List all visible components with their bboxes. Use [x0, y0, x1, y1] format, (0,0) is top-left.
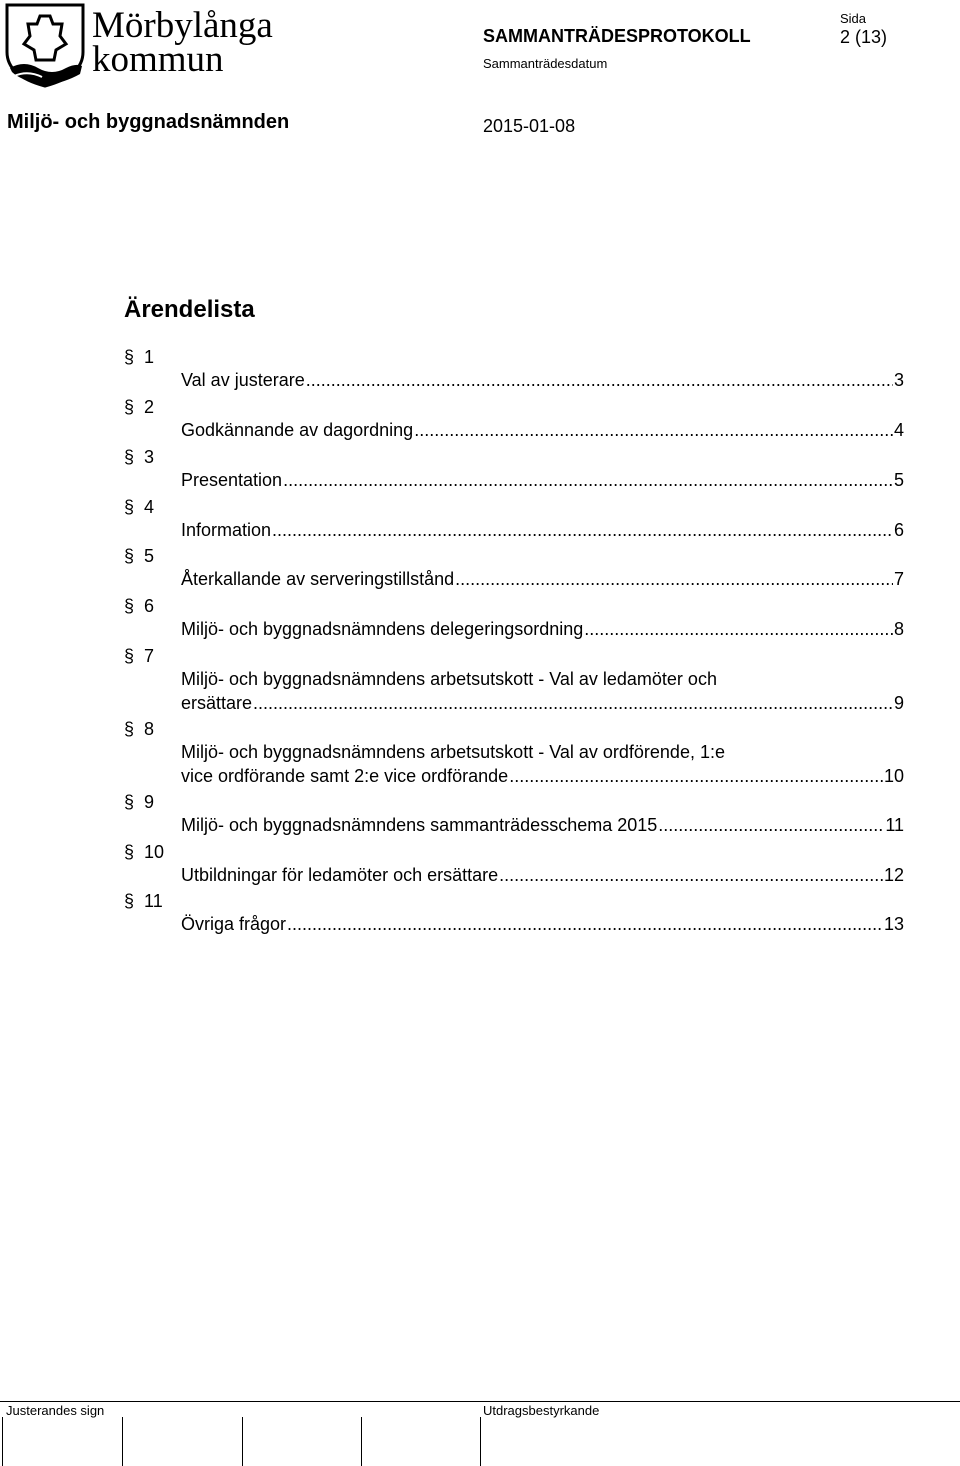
agenda-item[interactable]: [181, 518, 904, 542]
agenda-item-title: Miljö- och byggnadsnämndens delegeringsordning: [181, 619, 584, 639]
dot-leader: [272, 518, 893, 542]
dot-leader: [287, 912, 883, 936]
signature-box-divider: [122, 1417, 123, 1466]
section-number: [124, 891, 163, 912]
dot-leader: [253, 691, 893, 715]
section-number-text: 11: [144, 891, 163, 911]
section-number: [124, 546, 154, 567]
agenda-item-page: 9: [893, 693, 904, 713]
page-label: Sida: [840, 11, 867, 26]
section-number: [124, 397, 154, 418]
paragraph-sign: §: [124, 397, 135, 417]
dot-leader: [455, 567, 893, 591]
paragraph-sign: §: [124, 447, 135, 467]
paragraph-sign: §: [124, 497, 135, 517]
section-number-text: 8: [144, 719, 155, 739]
committee-name: Miljö- och byggnadsnämnden: [7, 111, 290, 133]
agenda-item-page: 12: [883, 865, 904, 885]
agenda-item-title-line: Miljö- och byggnadsnämndens arbetsutskott - Val av ordförende, 1:e: [181, 742, 725, 762]
document-type: SAMMANTRÄDESPROTOKOLL: [483, 26, 751, 46]
meeting-date-label: Sammanträdesdatum: [483, 56, 608, 71]
agenda-item[interactable]: [181, 863, 904, 887]
agenda-item-title: Presentation: [181, 470, 283, 490]
section-number: [124, 792, 154, 813]
dot-leader: [658, 813, 884, 837]
extract-certification-label: Utdragsbestyrkande: [483, 1403, 600, 1418]
agenda-item-title: Utbildningar för ledamöter och ersättare: [181, 865, 499, 885]
dot-leader: [584, 617, 893, 641]
signature-box-divider: [242, 1417, 243, 1466]
agenda-item[interactable]: [181, 418, 904, 442]
agenda-item-page: 5: [893, 470, 904, 490]
paragraph-sign: §: [124, 546, 135, 566]
agenda-item-page: 13: [883, 914, 904, 934]
agenda-item[interactable]: [181, 667, 904, 715]
paragraph-sign: §: [124, 891, 135, 911]
dot-leader: [283, 468, 893, 492]
agenda-item-title: Godkännande av dagordning: [181, 420, 414, 440]
dot-leader: [414, 418, 893, 442]
agenda-item-page: 4: [893, 420, 904, 440]
paragraph-sign: §: [124, 646, 135, 666]
municipality-logo: [4, 2, 284, 90]
signature-box-divider: [480, 1417, 481, 1466]
agenda-item-title: Val av justerare: [181, 370, 305, 390]
agenda-item-title: Information: [181, 520, 272, 540]
agenda-item-title: Återkallande av serveringstillstånd: [181, 569, 455, 589]
section-number-text: 1: [144, 347, 155, 367]
page-number: 2 (13): [840, 27, 888, 47]
agenda-item[interactable]: [181, 468, 904, 492]
agenda-item-title: vice ordförande samt 2:e vice ordförande: [181, 766, 509, 786]
agenda-item-page: 3: [893, 370, 904, 390]
section-number: [124, 596, 154, 617]
signature-box-divider: [2, 1417, 3, 1466]
section-number-text: 7: [144, 646, 155, 666]
dot-leader: [306, 368, 893, 392]
section-number-text: 9: [144, 792, 155, 812]
section-number-text: 4: [144, 497, 155, 517]
agenda-item-title-line: Miljö- och byggnadsnämndens arbetsutskott - Val av ledamöter och: [181, 669, 717, 689]
section-number-text: 10: [144, 842, 165, 862]
section-number: [124, 646, 154, 667]
logo-wordmark-line2: kommun: [92, 39, 224, 80]
agenda-item-title: ersättare: [181, 693, 253, 713]
meeting-date: 2015-01-08: [483, 116, 576, 136]
agenda-item-page: 7: [893, 569, 904, 589]
section-number: [124, 719, 154, 740]
section-number-text: 5: [144, 546, 155, 566]
agenda-item-page: 6: [893, 520, 904, 540]
agenda-item-page: 11: [885, 815, 904, 835]
section-number: [124, 347, 154, 368]
agenda-item[interactable]: [181, 617, 904, 641]
section-number: [124, 447, 154, 468]
footer-divider: [0, 1401, 960, 1402]
logo-wordmark-line1: Mörbylånga: [92, 5, 273, 46]
section-number-text: 6: [144, 596, 155, 616]
agenda-item-page: 10: [883, 766, 904, 786]
section-number-text: 3: [144, 447, 155, 467]
paragraph-sign: §: [124, 842, 135, 862]
agenda-item-page: 8: [893, 619, 904, 639]
agenda-item[interactable]: [181, 740, 904, 788]
dot-leader: [499, 863, 883, 887]
paragraph-sign: §: [124, 347, 135, 367]
agenda-item[interactable]: [181, 912, 904, 936]
paragraph-sign: §: [124, 792, 135, 812]
paragraph-sign: §: [124, 596, 135, 616]
agenda-item[interactable]: [181, 813, 904, 837]
dot-leader: [509, 764, 883, 788]
section-number-text: 2: [144, 397, 155, 417]
signature-label: Justerandes sign: [6, 1403, 105, 1418]
paragraph-sign: §: [124, 719, 135, 739]
agenda-item-title: Övriga frågor: [181, 914, 287, 934]
coat-of-arms-icon: [4, 2, 88, 88]
page-title: Ärendelista: [124, 296, 255, 323]
signature-box-divider: [361, 1417, 362, 1466]
agenda-item-title: Miljö- och byggnadsnämndens sammanträdesschema 2015: [181, 815, 658, 835]
agenda-item[interactable]: [181, 368, 904, 392]
section-number: [124, 497, 154, 518]
section-number: [124, 842, 164, 863]
agenda-item[interactable]: [181, 567, 904, 591]
